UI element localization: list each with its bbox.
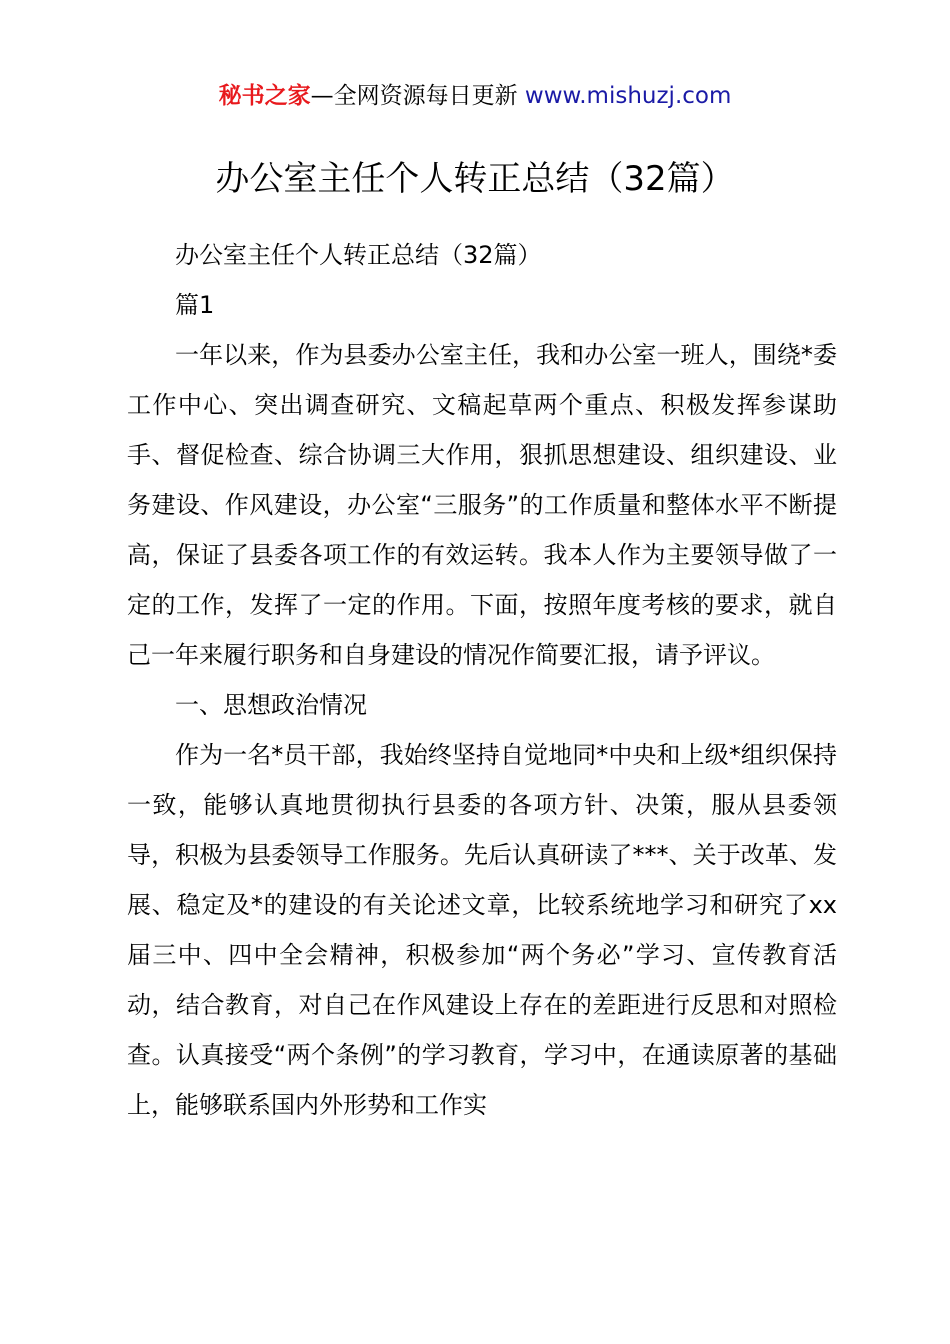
document-title: 办公室主任个人转正总结（32篇） [215,159,735,199]
body-paragraph: 作为一名*员干部，我始终坚持自觉地同*中央和上级*组织保持一致，能够认真地贯彻执行县委的各项方针、决策，服从县委领导，积极为县委领导工作服务。先后认真研读了***、关于改革、发展、稳定及*的建设的有关论述文章，比较系统地学习和研究了xx届三中、四中全会精神，积极参加“两个务必”学习、宣传教育活动，结合教育，对自己在作风建设上存在的差距进行反思和对照检查。认真接受“两个条例”的学习教育，学习中，在通读原著的基础上，能够联系国内外形势和工作实 [127,741,837,1119]
site-url-link[interactable]: www.mishuzj.com [524,83,732,109]
subtitle-paragraph: 办公室主任个人转正总结（32篇） [175,241,542,269]
site-header [0,78,950,114]
brand-name: 秘书之家 [218,83,311,109]
section-label: 篇1 [175,291,215,319]
section-heading: 一、思想政治情况 [175,691,367,719]
document-body [127,230,837,1130]
header-slogan: —全网资源每日更新 [310,83,518,109]
body-paragraph: 一年以来，作为县委办公室主任，我和办公室一班人，围绕*委工作中心、突出调查研究、文稿起草两个重点、积极发挥参谋助手、督促检查、综合协调三大作用，狠抓思想建设、组织建设、业务建设、作风建设，办公室“三服务”的工作质量和整体水平不断提高，保证了县委各项工作的有效运转。我本人作为主要领导做了一定的工作，发挥了一定的作用。下面，按照年度考核的要求，就自己一年来履行职务和自身建设的情况作简要汇报，请予评议。 [127,341,837,669]
